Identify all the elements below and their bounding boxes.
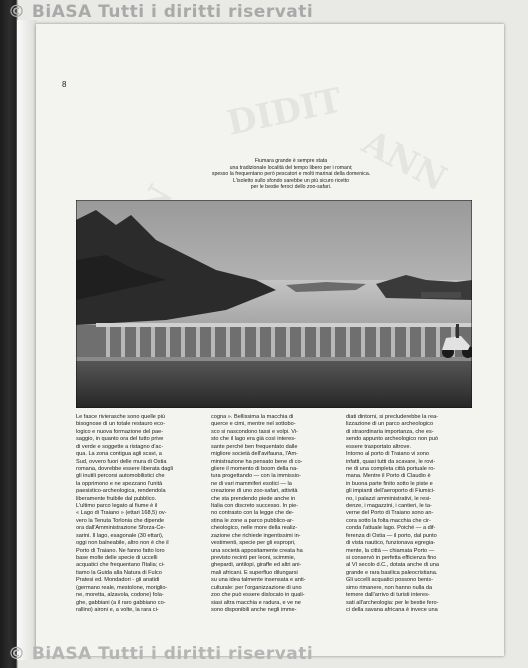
article-body [76, 414, 472, 614]
text-line: sto che il lago era già così interes- [211, 436, 296, 443]
text-line: al VI secolo d.C., dotata anche di una [346, 562, 439, 569]
text-line: saggio, in quanto ora del tutto prive [76, 436, 164, 443]
text-line: sarini. Il lago, esagonale (30 ettari), [76, 532, 164, 539]
text-line: sono disponibili anche negli imme- [211, 606, 297, 613]
text-line: Gli uccelli acquatici possono benis- [346, 577, 434, 584]
text-line: ghe, gabbiani (a il raro gabbiano co- [76, 599, 166, 606]
text-line: previsto recinti per leoni, scimmie, [211, 555, 296, 562]
page-number: 8 [62, 80, 67, 89]
caption-line: una tradizionale località del tempo libero per i romani; [229, 164, 353, 171]
text-line: mana. Mentre il Porto di Claudio è [346, 473, 431, 480]
text-line: oggi non balneabile, altro non è che il [76, 540, 169, 547]
text-line: cogna ». Bellissima la macchia di [211, 414, 294, 420]
text-line: Italia con discreto successo. In pie- [211, 503, 299, 510]
text-line: ne di una completa città portuale ro- [346, 465, 436, 472]
text-line: verne del Porto di Traiano sono an- [346, 510, 434, 517]
text-line: Le fasce rivierasche sono quelle più [76, 414, 165, 420]
text-line: mente, la città — chiamata Porto — [346, 547, 435, 554]
text-line: temere dall'arrivo di turisti interes- [346, 592, 430, 599]
text-line: gliere il momento di boom della na- [211, 465, 299, 472]
text-line: gli inutili percorsi automobilistici che [76, 473, 165, 480]
text-line: denze, i magazzini, i cantieri, le ta- [346, 503, 432, 510]
text-line: grande e rara basilica paleocristiana. [346, 569, 438, 576]
caption-line: per le bestie feroci dello zoo-safari. [250, 184, 332, 191]
text-line: vestimenti, specie per gli espropri, [211, 540, 296, 547]
caption-line: L'isoletto sullo sfondo sarebbe un più sicuro ricetto [232, 177, 350, 184]
text-line: una società appositamente creata ha [211, 547, 303, 554]
text-line: ne, moretta, alzavola, codone) fola- [76, 592, 164, 599]
text-line: cora sotto la folta macchia che cir- [346, 517, 431, 524]
text-line: liberamente fruibile dal pubblico. [76, 495, 157, 502]
text-line: zazione che richiede ingentissimi in- [211, 532, 301, 539]
text-line: zoo che può essere dislocato in quali- [211, 592, 305, 599]
text-line: di straordinaria importanza, che es- [346, 428, 434, 435]
text-line: qua. La zona contigua agli scavi, a [76, 451, 162, 458]
text-line: culturale: per l'organizzazione di uno [211, 584, 302, 591]
text-line: tiamo la Guida alla Natura di Fulco [76, 569, 162, 576]
text-line: Intorno al porto di Traiano vi sono [346, 451, 430, 458]
svg-text:ANN: ANN [355, 122, 453, 200]
text-line: querce e cimi, mentre nel sottobo- [211, 421, 296, 428]
photo-caption [150, 158, 432, 191]
text-line: no, i palazzi amministrativi, le resi- [346, 495, 432, 502]
text-line: acquatici che frequentano l'Italia; ci- [76, 562, 165, 569]
text-line: migliore società dell'avifauna, l'Am- [211, 451, 299, 458]
text-line: lizzazione di un parco archeologico [346, 421, 434, 428]
text-line: conda l'attuale lago. Poiché — a dif- [346, 525, 436, 532]
watermark-bottom: © BiASA Tutti i diritti riservati [8, 644, 314, 664]
text-line: cheologico, nelle more della realiz- [211, 525, 298, 532]
river-photograph [76, 200, 472, 408]
text-line: Pratesi ed. Mondadori - gli anatidi [76, 577, 160, 584]
text-line: rallino) aironi e, a volte, la rara ci- [76, 606, 159, 613]
text-line: di verde e soggette a ristagno d'ac- [76, 443, 164, 450]
text-line: essere trasportato altrove. [346, 443, 411, 450]
text-line: gli impianti dell'aeroporto di Fiumici- [346, 488, 435, 495]
text-line: Porto di Traiano. Ne fanno fatto loro [76, 547, 165, 554]
text-line: base molte delle specie di uccelli [76, 555, 158, 562]
text-line: tura progettando — con la immissio- [211, 473, 301, 480]
text-line: sendo appunto archeologico non può [346, 436, 439, 443]
caption-line: spesso la frequentano però pescatori e molti marinai della domenica. [211, 171, 371, 178]
text-line: creazione di uno zoo-safari, attività [211, 488, 298, 495]
text-line: infatti, quasi tutti da scavare, le rovi- [346, 458, 436, 465]
text-line: su una idea talmente insensata e anti- [211, 577, 306, 584]
text-line: ferenza di Ostia — il porto, dal punto [346, 532, 437, 539]
svg-text:DIDIT: DIDIT [223, 80, 346, 144]
text-line: vero la Tenuta Torlonia che dipende [76, 517, 165, 524]
text-line: che sta prendendo piede anche in [211, 495, 296, 502]
text-line: bisognose di un totale restauro eco- [76, 421, 165, 428]
text-line: sati all'archeologia: per le bestie fero- [346, 599, 439, 606]
text-line: si conservò in perfetta efficienza fino [346, 555, 437, 562]
text-line: Sud, ovvero fuori delle mura di Ostia [76, 458, 167, 465]
text-column-3 [346, 414, 471, 614]
text-line: stina le zone a parco pubblico-ar- [211, 517, 294, 524]
text-line: ne di vari mammiferi esotici — la [211, 480, 292, 487]
text-line: sco si nascondono tassi e volpi. Vi- [211, 428, 298, 435]
text-line: « Lago di Traiano » (ettari 168,5) ov- [76, 510, 167, 517]
text-line: siasi altra macchia e radura, e ve ne [211, 599, 301, 606]
text-line: no contrasto con la legge che de- [211, 510, 294, 517]
text-line: in buona parte finito sotto le piste e [346, 480, 433, 487]
text-line: simo rimanere, non hanno nulla da [346, 584, 433, 591]
text-line: romana, dovrebbe essere liberata dagli [76, 465, 174, 472]
text-line: di vista nautico, funzionava egregia- [346, 540, 436, 547]
page-edge [17, 20, 37, 660]
text-line: ora dall'Amministrazione Sforza-Ce- [76, 525, 166, 532]
text-line: ghepardi, antilopi, giraffe ed altri ani- [211, 562, 302, 569]
text-line: sante perché ben frequentato dalle [211, 443, 298, 450]
text-line: la opprimono e ne spezzano l'unità [76, 480, 163, 487]
watermark-top: © BiASA Tutti i diritti riservati [8, 2, 314, 22]
text-line: mali africani. È superfluo dilungarsi [211, 569, 298, 576]
text-line: ministrazione ha pensato bene di co- [211, 458, 303, 465]
text-line: diati dintorni, si precluderebbe la rea- [346, 414, 439, 420]
caption-line: Fiumara grande è sempre stata [254, 158, 328, 164]
text-line: logico e nuova formazione del pae- [76, 428, 164, 435]
river-photo-image [76, 200, 472, 408]
text-line: (germano reale, mestolone, moriglio- [76, 584, 168, 591]
text-line: paesistico-archeologica, rendendola [76, 488, 166, 495]
text-line: L'ultimo parco legato al fiume è il [76, 503, 158, 510]
text-column-2 [211, 414, 336, 614]
text-column-1 [76, 414, 201, 614]
text-line: ci della savana africana è invece una [346, 606, 438, 613]
